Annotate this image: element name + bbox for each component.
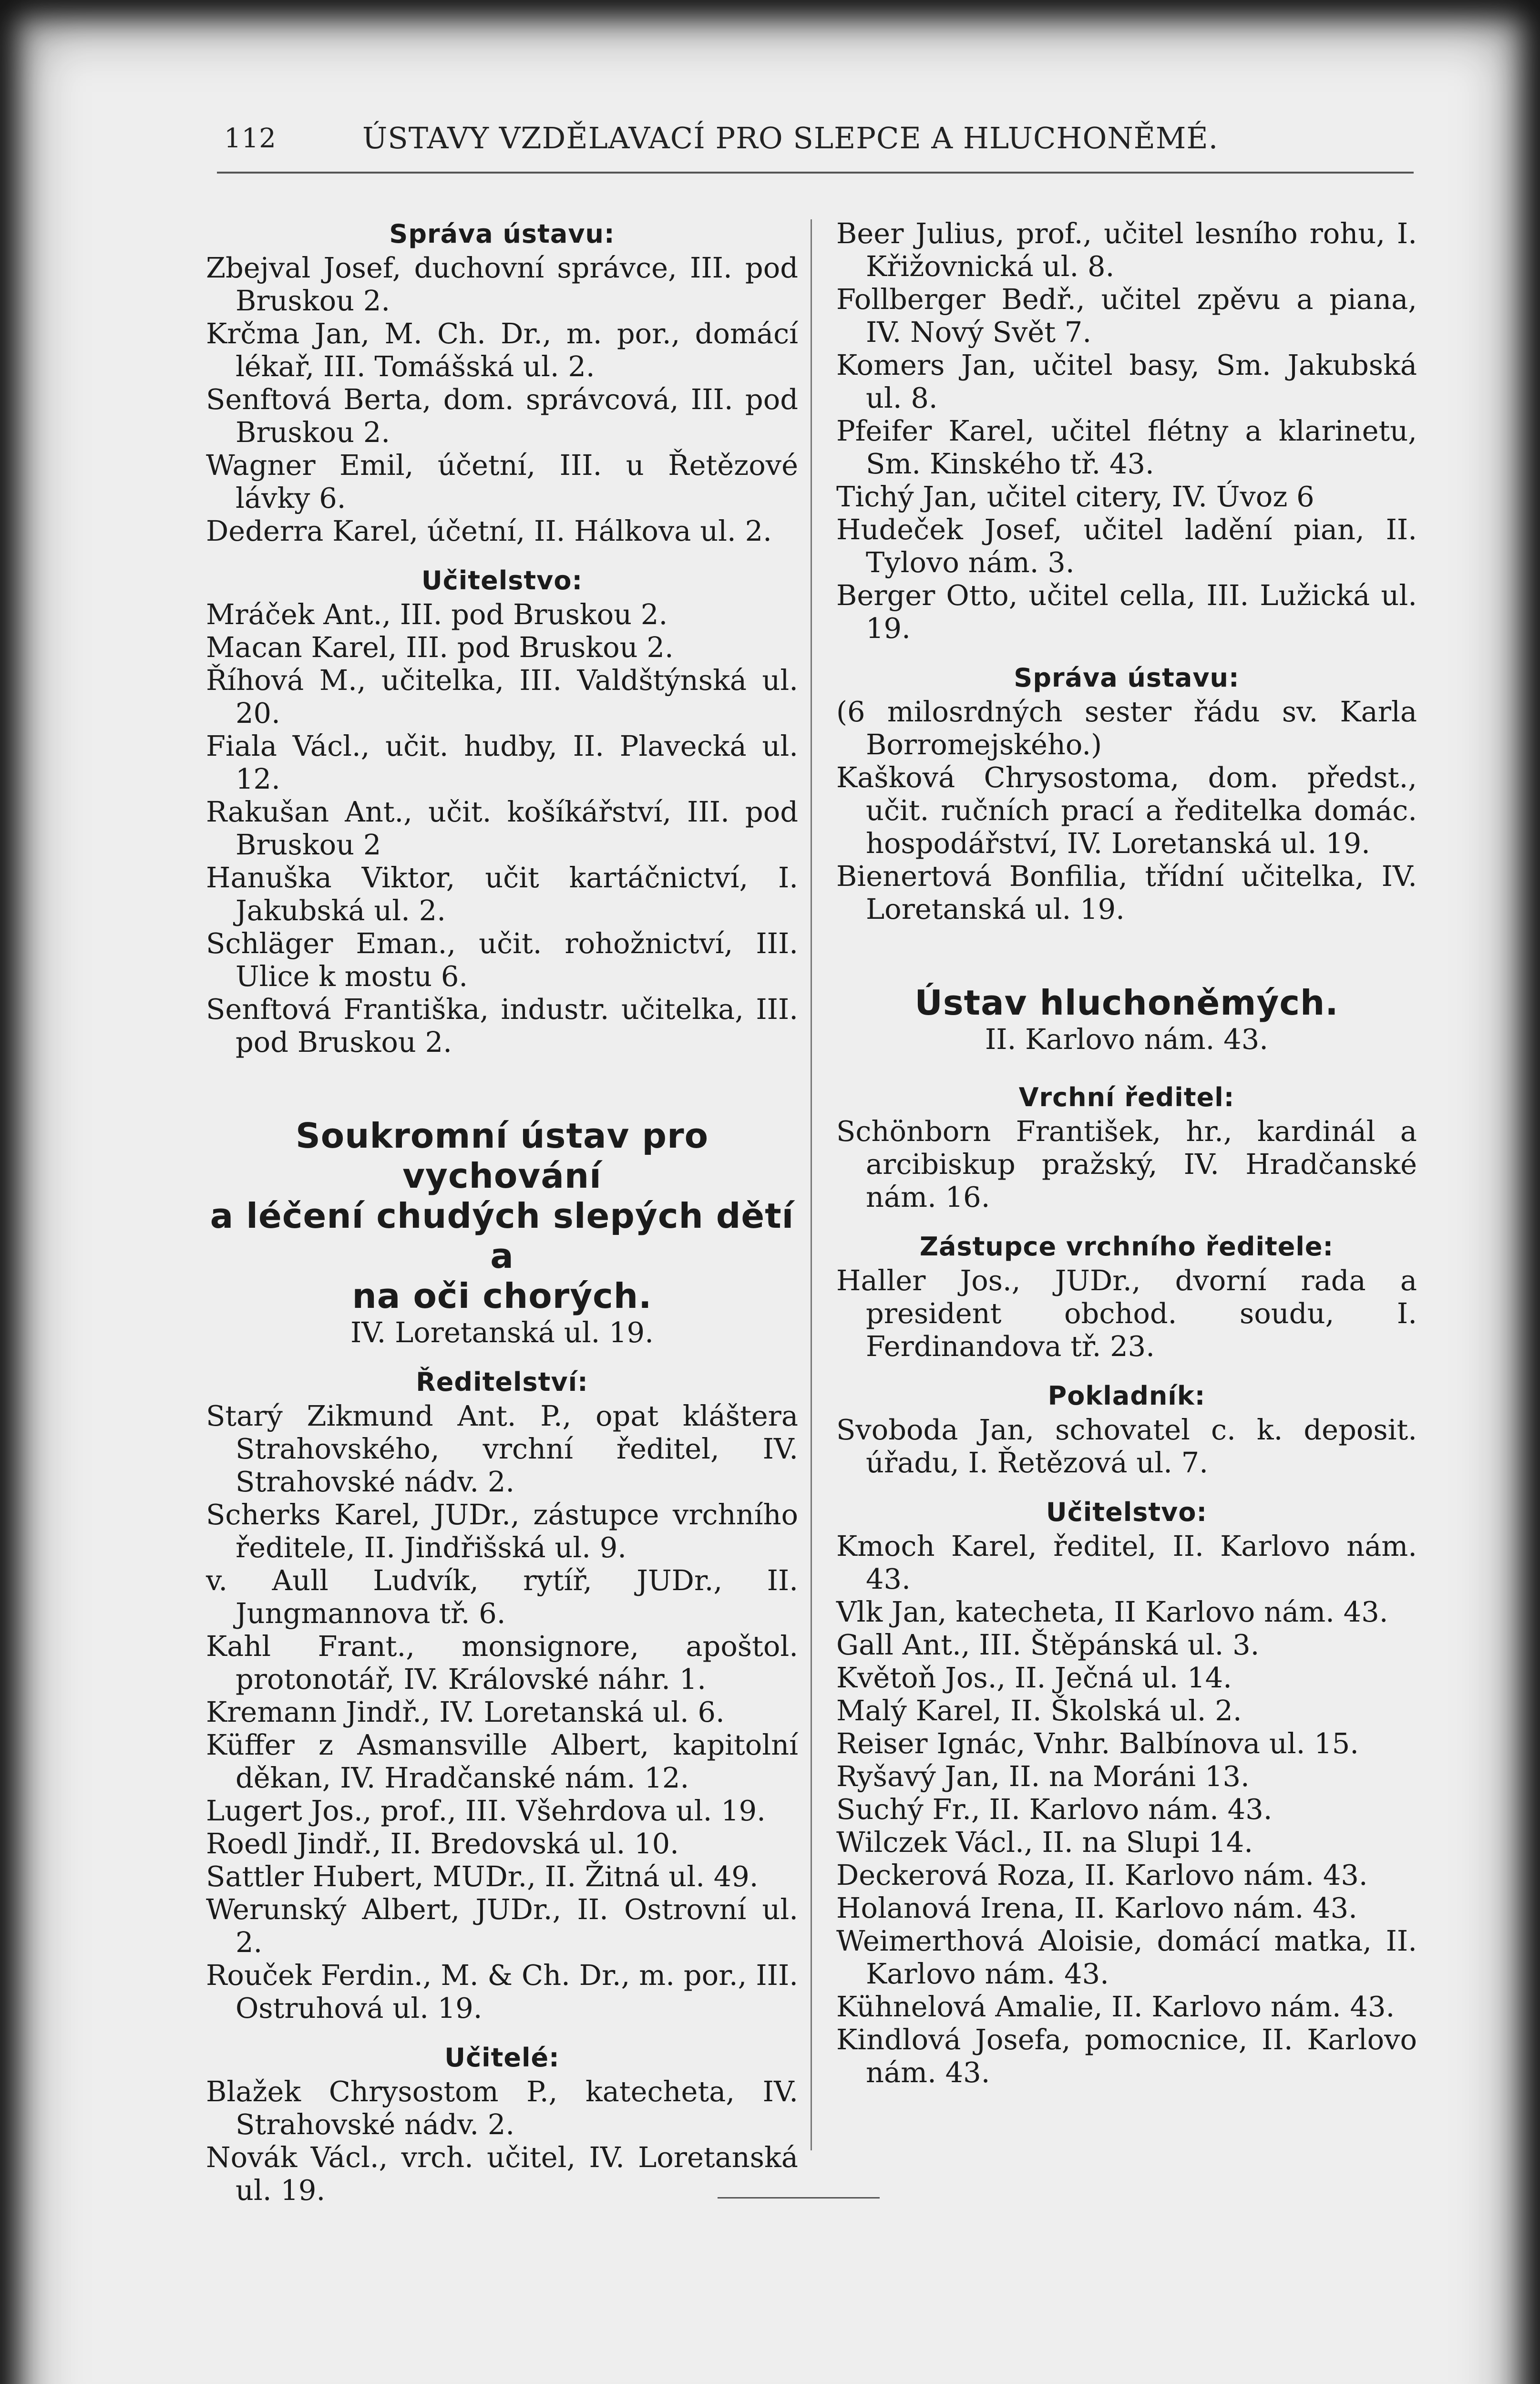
institution-title: a léčení chudých slepých dětí a bbox=[210, 1196, 794, 1276]
entry: Fiala Václ., učit. hudby, II. Plavecká ul. 12. bbox=[206, 730, 798, 795]
entry: Mráček Ant., III. pod Bruskou 2. bbox=[206, 598, 668, 631]
section-heading: Učitelstvo: bbox=[421, 565, 583, 596]
entry: Kremann Jindř., IV. Loretanská ul. 6. bbox=[206, 1696, 725, 1728]
entry: Berger Otto, učitel cella, III. Lužická ul. 19. bbox=[836, 579, 1417, 645]
institution-address: IV. Loretanská ul. 19. bbox=[350, 1316, 654, 1349]
entry: Vlk Jan, katecheta, II Karlovo nám. 43. bbox=[836, 1595, 1388, 1628]
institution-title: Ústav hluchoněmých. bbox=[914, 983, 1339, 1023]
entry: Květoň Jos., II. Ječná ul. 14. bbox=[836, 1661, 1232, 1694]
entry: Küffer z Asmansville Albert, kapitolní děkan, IV. Hradčanské nám. 12. bbox=[206, 1728, 798, 1794]
entry: Holanová Irena, II. Karlovo nám. 43. bbox=[836, 1891, 1357, 1924]
section-heading: Vrchní ředitel: bbox=[1018, 1082, 1235, 1112]
entry: Pfeifer Karel, učitel flétny a klarinetu, Sm. Kinského tř. 43. bbox=[836, 414, 1417, 480]
section-heading: Správa ústavu: bbox=[389, 219, 615, 249]
running-title: ÚSTAVY VZDĚLAVACÍ PRO SLEPCE A HLUCHONĚMÉ. bbox=[362, 121, 1219, 155]
entry: Beer Julius, prof., učitel lesního rohu, I. Křižovnická ul. 8. bbox=[836, 217, 1417, 283]
section-heading: Učitelé: bbox=[444, 2043, 560, 2073]
entry: Suchý Fr., II. Karlovo nám. 43. bbox=[836, 1793, 1273, 1826]
right-column bbox=[836, 217, 1417, 2089]
entry: Dederra Karel, účetní, II. Hálkova ul. 2. bbox=[206, 514, 772, 547]
entry: Bienertová Bonfilia, třídní učitelka, IV. Loretanská ul. 19. bbox=[836, 860, 1417, 925]
entry: Komers Jan, učitel basy, Sm. Jakubská ul. 8. bbox=[836, 349, 1417, 414]
entry: Rakušan Ant., učit. košíkářství, III. pod Bruskou 2 bbox=[206, 795, 798, 861]
section-heading: Správa ústavu: bbox=[1014, 663, 1240, 693]
section-heading: Zástupce vrchního ředitele: bbox=[919, 1232, 1334, 1262]
entry: (6 milosrdných sester řádu sv. Karla Borromejského.) bbox=[836, 695, 1417, 761]
entry: Blažek Chrysostom P., katecheta, IV. Strahovské nádv. 2. bbox=[206, 2075, 798, 2141]
page-number: 112 bbox=[224, 123, 277, 154]
entry: Roedl Jindř., II. Bredovská ul. 10. bbox=[206, 1827, 679, 1860]
institution-title: na oči chorých. bbox=[352, 1276, 652, 1316]
entry: Ryšavý Jan, II. na Moráni 13. bbox=[836, 1760, 1250, 1793]
header-rule bbox=[217, 172, 1414, 174]
section-heading: Pokladník: bbox=[1047, 1381, 1206, 1411]
entry: Kašková Chrysostoma, dom. předst., učit. ručních prací a ředitelka domác. hospodářství, IV. Loretanská ul. 19. bbox=[836, 761, 1417, 860]
entry: Deckerová Roza, II. Karlovo nám. 43. bbox=[836, 1859, 1368, 1891]
entry: Novák Václ., vrch. učitel, IV. Loretanská ul. 19. bbox=[206, 2141, 798, 2207]
entry: Rouček Ferdin., M. & Ch. Dr., m. por., III. Ostruhová ul. 19. bbox=[206, 1959, 798, 2024]
entry: Weimerthová Aloisie, domácí matka, II. Karlovo nám. 43. bbox=[836, 1924, 1417, 1990]
left-column bbox=[206, 217, 798, 2207]
entry: Hudeček Josef, učitel ladění pian, II. Tylovo nám. 3. bbox=[836, 513, 1417, 579]
entry: Kühnelová Amalie, II. Karlovo nám. 43. bbox=[836, 1990, 1395, 2023]
institution-title: Soukromní ústav pro vychování bbox=[295, 1116, 709, 1196]
entry: Schönborn František, hr., kardinál a arcibiskup pražský, IV. Hradčanské nám. 16. bbox=[836, 1115, 1417, 1213]
entry: Kmoch Karel, ředitel, II. Karlovo nám. 43. bbox=[836, 1530, 1417, 1595]
entry: Kindlová Josefa, pomocnice, II. Karlovo nám. 43. bbox=[836, 2023, 1417, 2089]
entry: Gall Ant., III. Štěpánská ul. 3. bbox=[836, 1628, 1260, 1661]
entry: v. Aull Ludvík, rytíř, JUDr., II. Jungmannova tř. 6. bbox=[206, 1564, 798, 1630]
entry: Senftová Berta, dom. správcová, III. pod Bruskou 2. bbox=[206, 383, 798, 449]
entry: Krčma Jan, M. Ch. Dr., m. por., domácí lékař, III. Tomášská ul. 2. bbox=[206, 317, 798, 383]
entry: Lugert Jos., prof., III. Všehrdova ul. 19. bbox=[206, 1794, 766, 1827]
entry: Sattler Hubert, MUDr., II. Žitná ul. 49. bbox=[206, 1860, 759, 1893]
entry: Follberger Bedř., učitel zpěvu a piana, IV. Nový Svět 7. bbox=[836, 283, 1417, 349]
entry: Tichý Jan, učitel citery, IV. Úvoz 6 bbox=[836, 480, 1314, 513]
entry: Senftová Františka, industr. učitelka, III. pod Bruskou 2. bbox=[206, 993, 798, 1058]
entry: Malý Karel, II. Školská ul. 2. bbox=[836, 1694, 1242, 1727]
entry: Macan Karel, III. pod Bruskou 2. bbox=[206, 631, 674, 664]
entry: Starý Zikmund Ant. P., opat kláštera Strahovského, vrchní ředitel, IV. Strahovské nádv. 2. bbox=[206, 1399, 798, 1498]
entry: Werunský Albert, JUDr., II. Ostrovní ul. 2. bbox=[206, 1893, 798, 1959]
entry: Wilczek Václ., II. na Slupi 14. bbox=[836, 1826, 1253, 1859]
entry: Hanuška Viktor, učit kartáčnictví, I. Jakubská ul. 2. bbox=[206, 861, 798, 927]
entry: Zbejval Josef, duchovní správce, III. pod Bruskou 2. bbox=[206, 251, 798, 317]
column-rule bbox=[811, 219, 812, 2150]
entry: Schläger Eman., učit. rohožnictví, III. Ulice k mostu 6. bbox=[206, 927, 798, 993]
entry: Svoboda Jan, schovatel c. k. deposit. úřadu, I. Řetězová ul. 7. bbox=[836, 1413, 1417, 1479]
section-heading: Učitelstvo: bbox=[1046, 1497, 1208, 1527]
institution-address: II. Karlovo nám. 43. bbox=[985, 1023, 1269, 1056]
entry: Scherks Karel, JUDr., zástupce vrchního ředitele, II. Jindřišská ul. 9. bbox=[206, 1498, 798, 1564]
entry: Haller Jos., JUDr., dvorní rada a president obchod. soudu, I. Ferdinandova tř. 23. bbox=[836, 1264, 1417, 1363]
entry: Wagner Emil, účetní, III. u Řetězové lávky 6. bbox=[206, 449, 798, 514]
entry: Říhová M., učitelka, III. Valdštýnská ul. 20. bbox=[206, 664, 798, 730]
entry: Kahl Frant., monsignore, apoštol. protonotář, IV. Královské náhr. 1. bbox=[206, 1630, 798, 1696]
entry: Reiser Ignác, Vnhr. Balbínova ul. 15. bbox=[836, 1727, 1359, 1760]
footer-rule bbox=[718, 2197, 880, 2199]
running-head bbox=[210, 118, 1421, 161]
section-heading: Ředitelství: bbox=[416, 1367, 588, 1397]
